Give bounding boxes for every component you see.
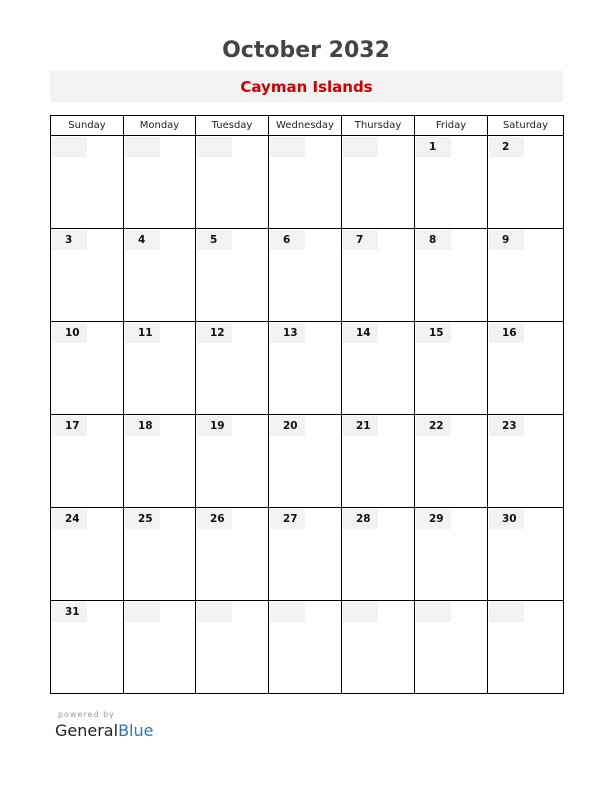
day-cell <box>196 322 269 415</box>
day-number <box>416 602 451 622</box>
weekday-friday: Friday <box>415 116 488 136</box>
day-number <box>125 137 160 157</box>
day-number <box>197 602 232 622</box>
week-row <box>51 508 564 601</box>
day-cell <box>342 229 415 322</box>
day-number: 7 <box>343 230 378 250</box>
day-number: 6 <box>270 230 305 250</box>
day-cell <box>488 508 564 601</box>
day-number: 31 <box>52 602 87 622</box>
day-cell <box>488 601 564 694</box>
day-cell <box>269 601 342 694</box>
brand-logo[interactable] <box>55 721 153 740</box>
day-number: 26 <box>197 509 232 529</box>
day-number: 27 <box>270 509 305 529</box>
day-cell <box>124 415 196 508</box>
day-cell <box>488 136 564 229</box>
day-number: 16 <box>489 323 524 343</box>
day-number: 18 <box>125 416 160 436</box>
day-number: 5 <box>197 230 232 250</box>
weekday-monday: Monday <box>124 116 196 136</box>
day-number: 14 <box>343 323 378 343</box>
day-number: 21 <box>343 416 378 436</box>
brand-blue-text: Blue <box>118 721 154 740</box>
day-number: 23 <box>489 416 524 436</box>
day-cell <box>342 415 415 508</box>
day-cell <box>196 508 269 601</box>
day-cell <box>342 136 415 229</box>
day-cell <box>415 136 488 229</box>
weekday-saturday: Saturday <box>488 116 564 136</box>
day-number <box>270 137 305 157</box>
day-number <box>489 602 524 622</box>
day-cell <box>51 601 124 694</box>
day-number: 3 <box>52 230 87 250</box>
week-row <box>51 322 564 415</box>
day-cell <box>269 508 342 601</box>
day-cell <box>196 601 269 694</box>
day-cell <box>51 508 124 601</box>
week-row <box>51 415 564 508</box>
day-number: 28 <box>343 509 378 529</box>
day-number: 19 <box>197 416 232 436</box>
day-cell <box>124 601 196 694</box>
day-number: 20 <box>270 416 305 436</box>
day-number <box>125 602 160 622</box>
day-number: 4 <box>125 230 160 250</box>
day-number: 29 <box>416 509 451 529</box>
day-number <box>52 137 87 157</box>
day-cell <box>269 415 342 508</box>
day-number: 25 <box>125 509 160 529</box>
day-cell <box>415 322 488 415</box>
day-number: 13 <box>270 323 305 343</box>
day-number: 1 <box>416 137 451 157</box>
day-number: 8 <box>416 230 451 250</box>
day-cell <box>124 229 196 322</box>
weekday-tuesday: Tuesday <box>196 116 269 136</box>
day-cell <box>196 229 269 322</box>
day-cell <box>269 136 342 229</box>
week-row <box>51 136 564 229</box>
weekday-wednesday: Wednesday <box>269 116 342 136</box>
brand-general-text: General <box>55 721 119 740</box>
powered-by-label: powered by <box>58 710 115 719</box>
week-row <box>51 229 564 322</box>
day-cell <box>269 322 342 415</box>
day-number: 9 <box>489 230 524 250</box>
day-cell <box>51 229 124 322</box>
day-cell <box>124 508 196 601</box>
day-cell <box>342 508 415 601</box>
page-title: October 2032 <box>222 38 390 63</box>
day-cell <box>488 415 564 508</box>
day-cell <box>269 229 342 322</box>
day-cell <box>51 415 124 508</box>
day-cell <box>196 415 269 508</box>
day-cell <box>342 601 415 694</box>
day-cell <box>124 136 196 229</box>
subtitle-bar <box>50 71 563 102</box>
day-number: 30 <box>489 509 524 529</box>
calendar-grid <box>50 115 564 694</box>
day-number <box>343 137 378 157</box>
day-number <box>270 602 305 622</box>
week-row <box>51 601 564 694</box>
weekday-thursday: Thursday <box>342 116 415 136</box>
day-cell <box>196 136 269 229</box>
day-number: 24 <box>52 509 87 529</box>
day-cell <box>488 229 564 322</box>
day-number: 17 <box>52 416 87 436</box>
day-cell <box>415 601 488 694</box>
day-number: 2 <box>489 137 524 157</box>
day-number: 12 <box>197 323 232 343</box>
day-cell <box>342 322 415 415</box>
day-cell <box>488 322 564 415</box>
day-number: 10 <box>52 323 87 343</box>
day-number: 11 <box>125 323 160 343</box>
day-cell <box>415 508 488 601</box>
day-number <box>343 602 378 622</box>
day-number <box>197 137 232 157</box>
day-number: 15 <box>416 323 451 343</box>
country-name: Cayman Islands <box>240 78 373 96</box>
day-cell <box>124 322 196 415</box>
day-cell <box>415 229 488 322</box>
day-cell <box>415 415 488 508</box>
day-number: 22 <box>416 416 451 436</box>
day-cell <box>51 322 124 415</box>
weekday-header-row <box>51 116 564 136</box>
weekday-sunday: Sunday <box>51 116 124 136</box>
day-cell <box>51 136 124 229</box>
